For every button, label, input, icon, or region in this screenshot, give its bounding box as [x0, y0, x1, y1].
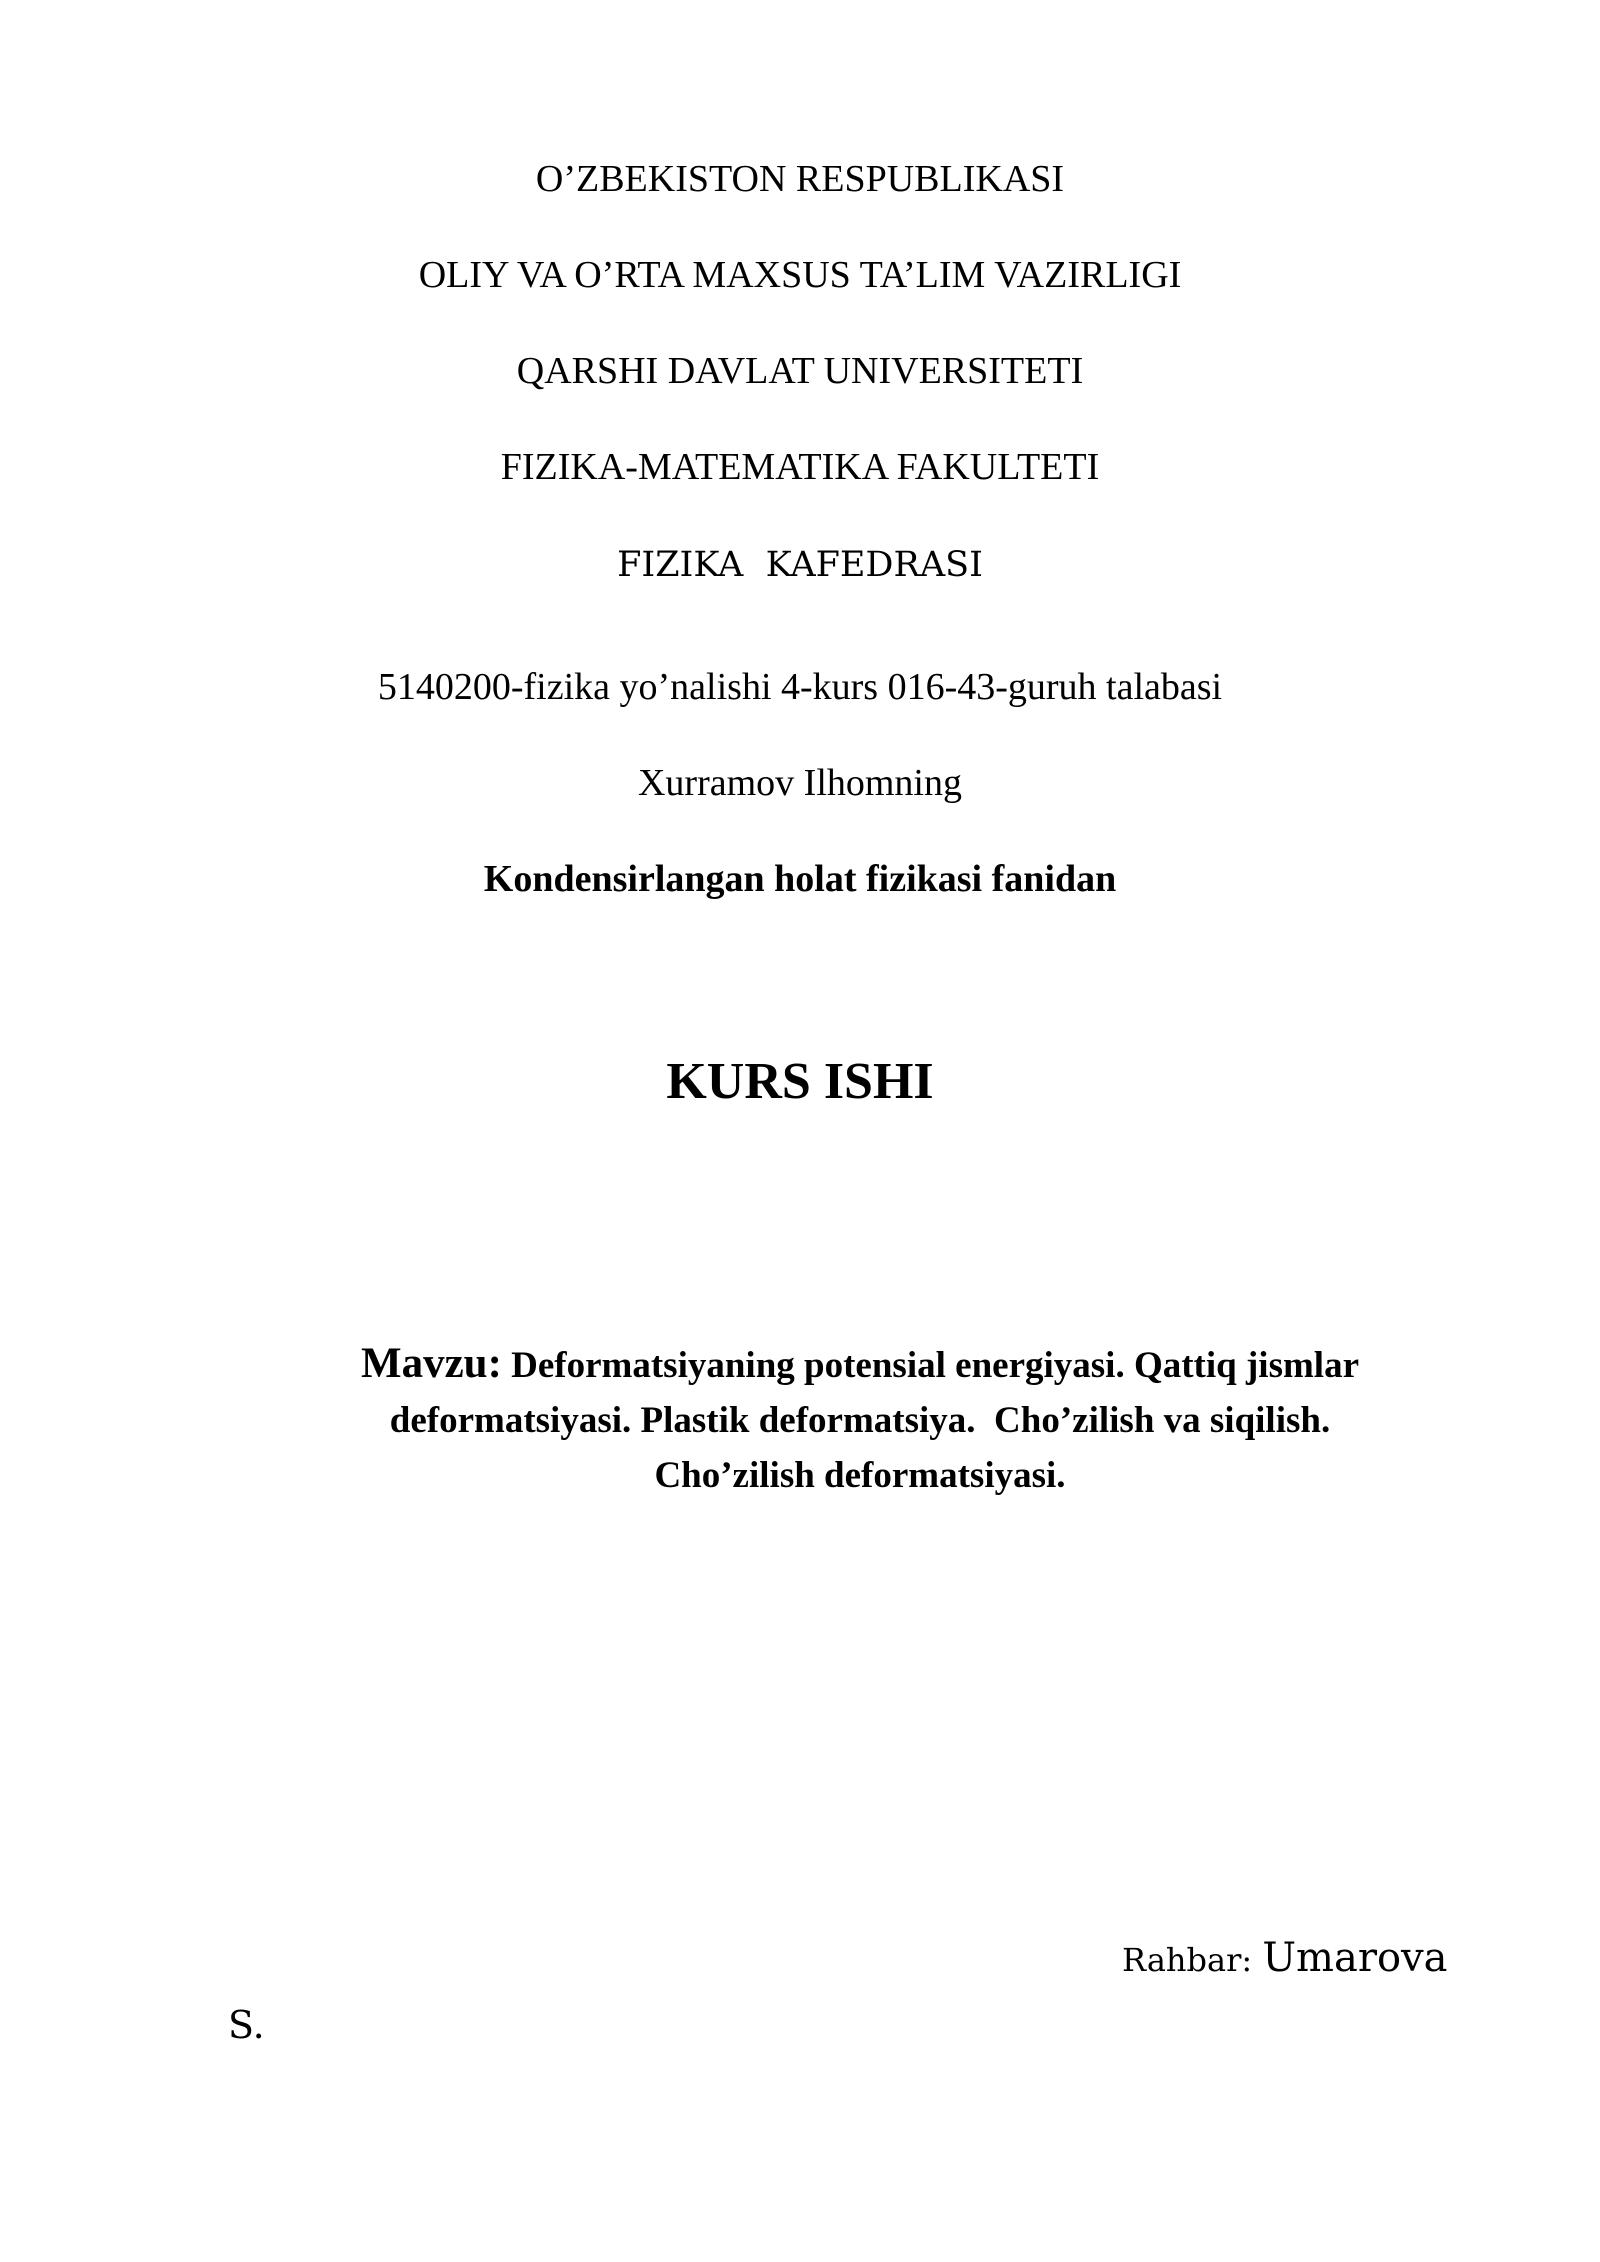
country-heading: O’ZBEKISTON RESPUBLIKASI — [535, 158, 1065, 200]
supervisor-label: Rahbar: — [1122, 1941, 1263, 1979]
topic-line-2: deformatsiyasi. Plastik deformatsiya. Cho’zilish va siqilish. — [389, 1400, 1331, 1441]
university-heading: QARSHI DAVLAT UNIVERSITETI — [516, 350, 1084, 392]
ministry-heading: OLIY VA O’RTA MAXSUS TA’LIM VAZIRLIGI — [418, 254, 1182, 296]
department-heading: FIZIKA KAFEDRASI — [617, 545, 983, 585]
faculty-heading: FIZIKA-MATEMATIKA FAKULTETI — [500, 446, 1100, 488]
student-name: Xurramov Ilhomning — [637, 762, 962, 804]
topic-label: Mavzu: — [360, 1340, 502, 1387]
work-type-title: KURS ISHI — [666, 1053, 934, 1110]
supervisor-line — [1122, 1935, 1448, 1981]
topic-line-1 — [260, 1336, 1460, 1393]
topic-block — [260, 1336, 1460, 1503]
subject-line: Kondensirlangan holat fizikasi fanidan — [483, 858, 1117, 900]
supervisor-name: Umarova — [1262, 1935, 1448, 1981]
topic-text-1: Deformatsiyaning potensial energiyasi. Qattiq jismlar — [501, 1345, 1359, 1386]
student-info: 5140200-fizika yo’nalishi 4-kurs 016-43-guruh talabasi — [377, 666, 1223, 708]
topic-line-3: Cho’zilish deformatsiyasi. — [654, 1455, 1066, 1496]
supervisor-initial: S. — [228, 2003, 265, 2047]
